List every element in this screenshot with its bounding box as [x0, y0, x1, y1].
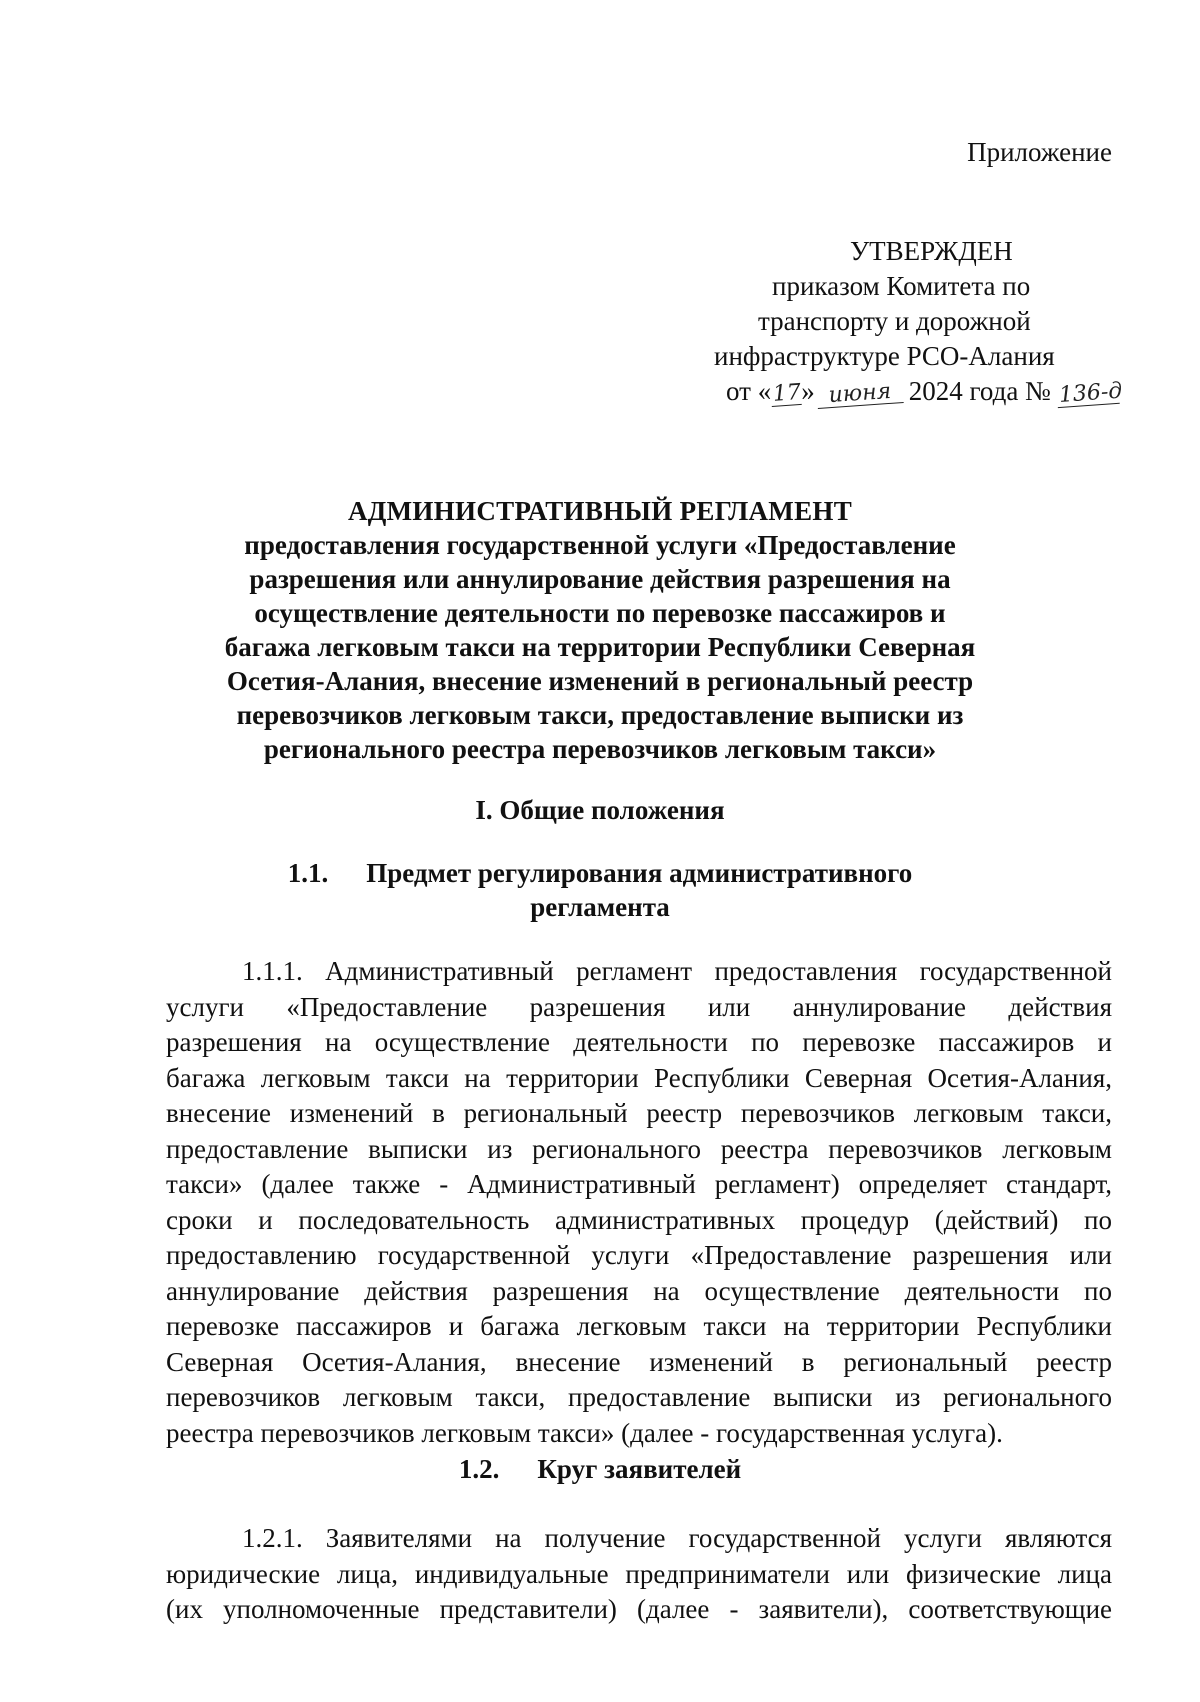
handwritten-number: 136-д: [1057, 378, 1123, 408]
subsection-number: 1.1.: [287, 858, 329, 888]
paragraph-1-1-1: [166, 954, 1112, 1451]
paragraph-line: 1.2.1. Заявителями на получение государственной услуги являются: [242, 1523, 1112, 1553]
paragraph-line: (их уполномоченные представители) (далее - заявители), соответствующие: [166, 1594, 1112, 1624]
paragraph-line: сроки и последовательность административных процедур (действий) по: [166, 1204, 1112, 1235]
title-line: перевозчиков легковым такси, предоставление выписки из: [236, 700, 964, 730]
approval-line-1: приказом Комитета по: [772, 271, 1031, 301]
subsection-title-line-1: Предмет регулирования административного: [366, 858, 913, 888]
paragraph-line: юридические лица, индивидуальные предприниматели или физические лица: [166, 1558, 1112, 1589]
paragraph-line: предоставление выписки из регионального реестра перевозчиков легковым: [166, 1133, 1112, 1164]
paragraph-line: такси» (далее также - Административный регламент) определяет стандарт,: [166, 1169, 1112, 1199]
section-heading-general: I. Общие положения: [475, 795, 725, 825]
paragraph-line: 1.1.1. Административный регламент предоставления государственной: [242, 956, 1112, 986]
appendix-label: Приложение: [967, 137, 1112, 167]
paragraph-line: аннулирование действия разрешения на осуществление деятельности по: [166, 1275, 1112, 1306]
subsection-heading-1-1: [120, 856, 1080, 924]
approval-line-3: инфраструктуре РСО-Алания: [714, 341, 1055, 371]
title-line: предоставления государственной услуги «Предоставление: [244, 530, 956, 560]
title-line: разрешения или аннулирование действия разрешения на: [249, 564, 951, 594]
handwritten-month: июня: [816, 380, 903, 409]
paragraph-line: перевозке пассажиров и багажа легковым такси на территории Республики: [166, 1311, 1112, 1341]
handwritten-day: 17: [772, 379, 802, 407]
approval-date-line: [700, 374, 1180, 409]
paragraph-line: багажа легковым такси на территории Республики Северная Осетия-Алания,: [166, 1062, 1112, 1093]
paragraph-line: разрешения на осуществление деятельности по перевозке пассажиров и: [166, 1027, 1112, 1057]
open-quote: «: [757, 376, 772, 406]
close-quote: »: [801, 376, 815, 406]
date-prefix: от: [726, 376, 751, 406]
subsection-heading-1-2: [120, 1452, 1080, 1486]
title-main: АДМИНИСТРАТИВНЫЙ РЕГЛАМЕНТ: [347, 496, 853, 526]
subsection-number: 1.2.: [458, 1454, 500, 1484]
paragraph-line: перевозчиков легковым такси, предоставление выписки из регионального: [166, 1382, 1112, 1412]
title-line: осуществление деятельности по перевозке пассажиров и: [254, 598, 946, 628]
subsection-title-line-2: регламента: [530, 892, 670, 922]
paragraph-line: реестра перевозчиков легковым такси» (далее - государственная услуга).: [166, 1417, 1003, 1448]
paragraph-line: внесение изменений в региональный реестр перевозчиков легковым такси,: [166, 1098, 1112, 1128]
paragraph-1-2-1: [166, 1521, 1112, 1628]
title-line: багажа легковым такси на территории Республики Северная: [224, 632, 976, 662]
document-title: [120, 494, 1080, 766]
title-line: Осетия-Алания, внесение изменений в региональный реестр: [226, 666, 974, 696]
paragraph-line: Северная Осетия-Алания, внесение изменений в региональный реестр: [166, 1346, 1112, 1377]
title-line: регионального реестра перевозчиков легковым такси»: [263, 734, 937, 764]
paragraph-line: услуги «Предоставление разрешения или аннулирование действия: [166, 991, 1112, 1022]
approval-title: УТВЕРЖДЕН: [850, 236, 1013, 266]
approval-line-2: транспорту и дорожной: [758, 306, 1031, 336]
paragraph-line: предоставлению государственной услуги «Предоставление разрешения или: [166, 1240, 1112, 1270]
subsection-title: Круг заявителей: [537, 1454, 742, 1484]
year-text: 2024 года №: [908, 376, 1051, 406]
approval-block: [700, 234, 1180, 409]
